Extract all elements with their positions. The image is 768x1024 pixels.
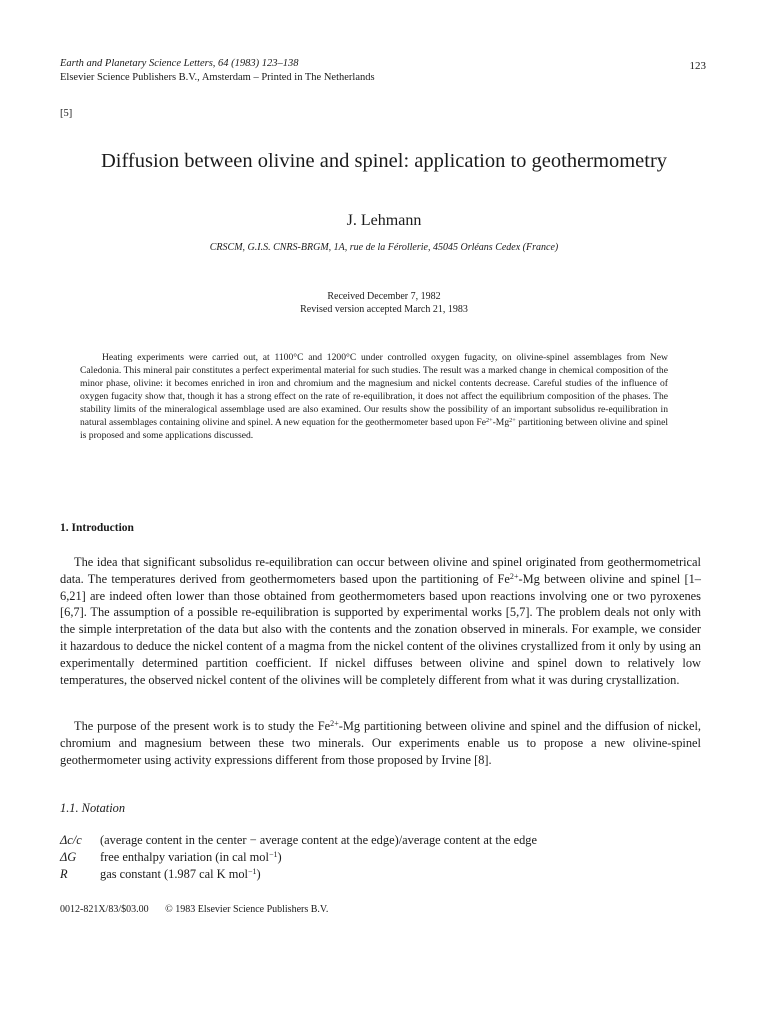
notation-definition: [100, 849, 282, 866]
intro-paragraph-1: [60, 554, 701, 688]
abstract-text-2: partitioning between olivine and spinel is proposed and some applications discussed.: [80, 417, 668, 441]
p1-text-a: The idea that significant subsolidus re-equilibration can occur between olivine and spinel originated from geothermometrical data. The temperatures derived from geothermometers based upon the partitioning of Fe: [60, 555, 701, 586]
section-heading-introduction: 1. Introduction: [60, 522, 134, 534]
paper-title: Diffusion between olivine and spinel: application to geothermometry: [100, 150, 668, 172]
abstract-sup-1: 2+: [485, 416, 493, 424]
journal-citation: Earth and Planetary Science Letters, 64 (1983) 123–138: [60, 58, 299, 69]
issn-code: 0012-821X/83/$03.00: [60, 904, 149, 915]
p2-sup: 2+: [330, 718, 339, 728]
subsection-heading-notation: 1.1. Notation: [60, 801, 126, 815]
received-date: Received December 7, 1982: [327, 291, 441, 302]
journal-header: [60, 57, 375, 85]
author-affiliation: CRSCM, G.I.S. CNRS-BRGM, 1A, rue de la Férollerie, 45045 Orléans Cedex (France): [209, 242, 559, 253]
page-footer: [60, 904, 342, 915]
page-number: 123: [689, 60, 706, 72]
notation-symbol: ΔG: [60, 850, 77, 864]
definition-sup: −1: [247, 866, 257, 876]
author-name: J. Lehmann: [346, 212, 422, 229]
abstract: [80, 351, 668, 442]
notation-row: [60, 832, 537, 849]
notation-symbol: R: [60, 867, 68, 881]
notation-definition: (average content in the center − average content at the edge)/average content at the edge: [100, 833, 537, 847]
definition-text: free enthalpy variation (in cal mol: [100, 850, 269, 864]
notation-definition: [100, 866, 261, 883]
revised-date: Revised version accepted March 21, 1983: [300, 304, 468, 315]
p2-text-b: -Mg partitioning between olivine and spinel and the diffusion of nickel, chromium and magnesium between these two minerals. Our experiments enable us to propose a new olivine-spinel geothermometer using activity expressions different from those proposed by Irvine [8].: [60, 719, 701, 767]
intro-paragraph-2: [60, 718, 701, 768]
article-dates: [60, 290, 708, 316]
publisher-line: Elsevier Science Publishers B.V., Amsterdam – Printed in The Netherlands: [60, 72, 375, 83]
notation-row: [60, 849, 537, 866]
p1-sup: 2+: [509, 571, 519, 581]
definition-tail: ): [277, 850, 282, 864]
abstract-text-1: Heating experiments were carried out, at 1100°C and 1200°C under controlled oxygen fugacity, on olivine-spinel assemblages from New Caledonia. This mineral pair constitutes a perfect experimental material for such studies. The result was a marked change in chemical composition of the minor phase, olivine: it becomes enriched in iron and chromium and the magnesium and nickel contents decrease. Careful studies of the influence of oxygen fugacity show that, though it has a strong effect on the rate of re-equilibration, it does not affect the equilibrium composition of the phases. The stability limits of the mineralogical assemblage used are also examined. Our results show the possibility of an important subsolidus re-equilibration in natural assemblages containing olivine and spinel. A new equation for the geothermometer based upon Fe: [80, 352, 668, 428]
definition-text: gas constant (1.987 cal K mol: [100, 867, 248, 881]
p1-text-b: -Mg between olivine and spinel [1–6,21] are indeed often lower than those obtained from geothermometers based upon reactions involving one or two pyroxenes [6,7]. The assumption of a possible re-equilibration is supported by experimental works [5,7]. The problem deals not only with the simple interpretation of the data but also with the contents and the zonation observed in minerals. For example, we consider it hazardous to deduce the nickel content of a magma from the nickel content of the olivines crystallized from it only by using an experimentally determined partition coefficient. If nickel diffuses between olivine and spinel down to relatively low temperatures, the observed nickel content of the olivines will be completely different from what it was during crystallization.: [60, 571, 701, 687]
notation-symbol: Δc/c: [60, 833, 82, 847]
article-number: [5]: [60, 108, 73, 119]
p2-text-a: The purpose of the present work is to study the Fe: [74, 719, 331, 733]
definition-sup: −1: [268, 849, 278, 859]
notation-row: [60, 866, 537, 883]
abstract-sup-2: 2+: [509, 416, 516, 424]
copyright-notice: © 1983 Elsevier Science Publishers B.V.: [165, 904, 329, 915]
abstract-text-mid: -Mg: [492, 417, 510, 428]
notation-list: [60, 832, 537, 883]
definition-tail: ): [256, 867, 261, 881]
